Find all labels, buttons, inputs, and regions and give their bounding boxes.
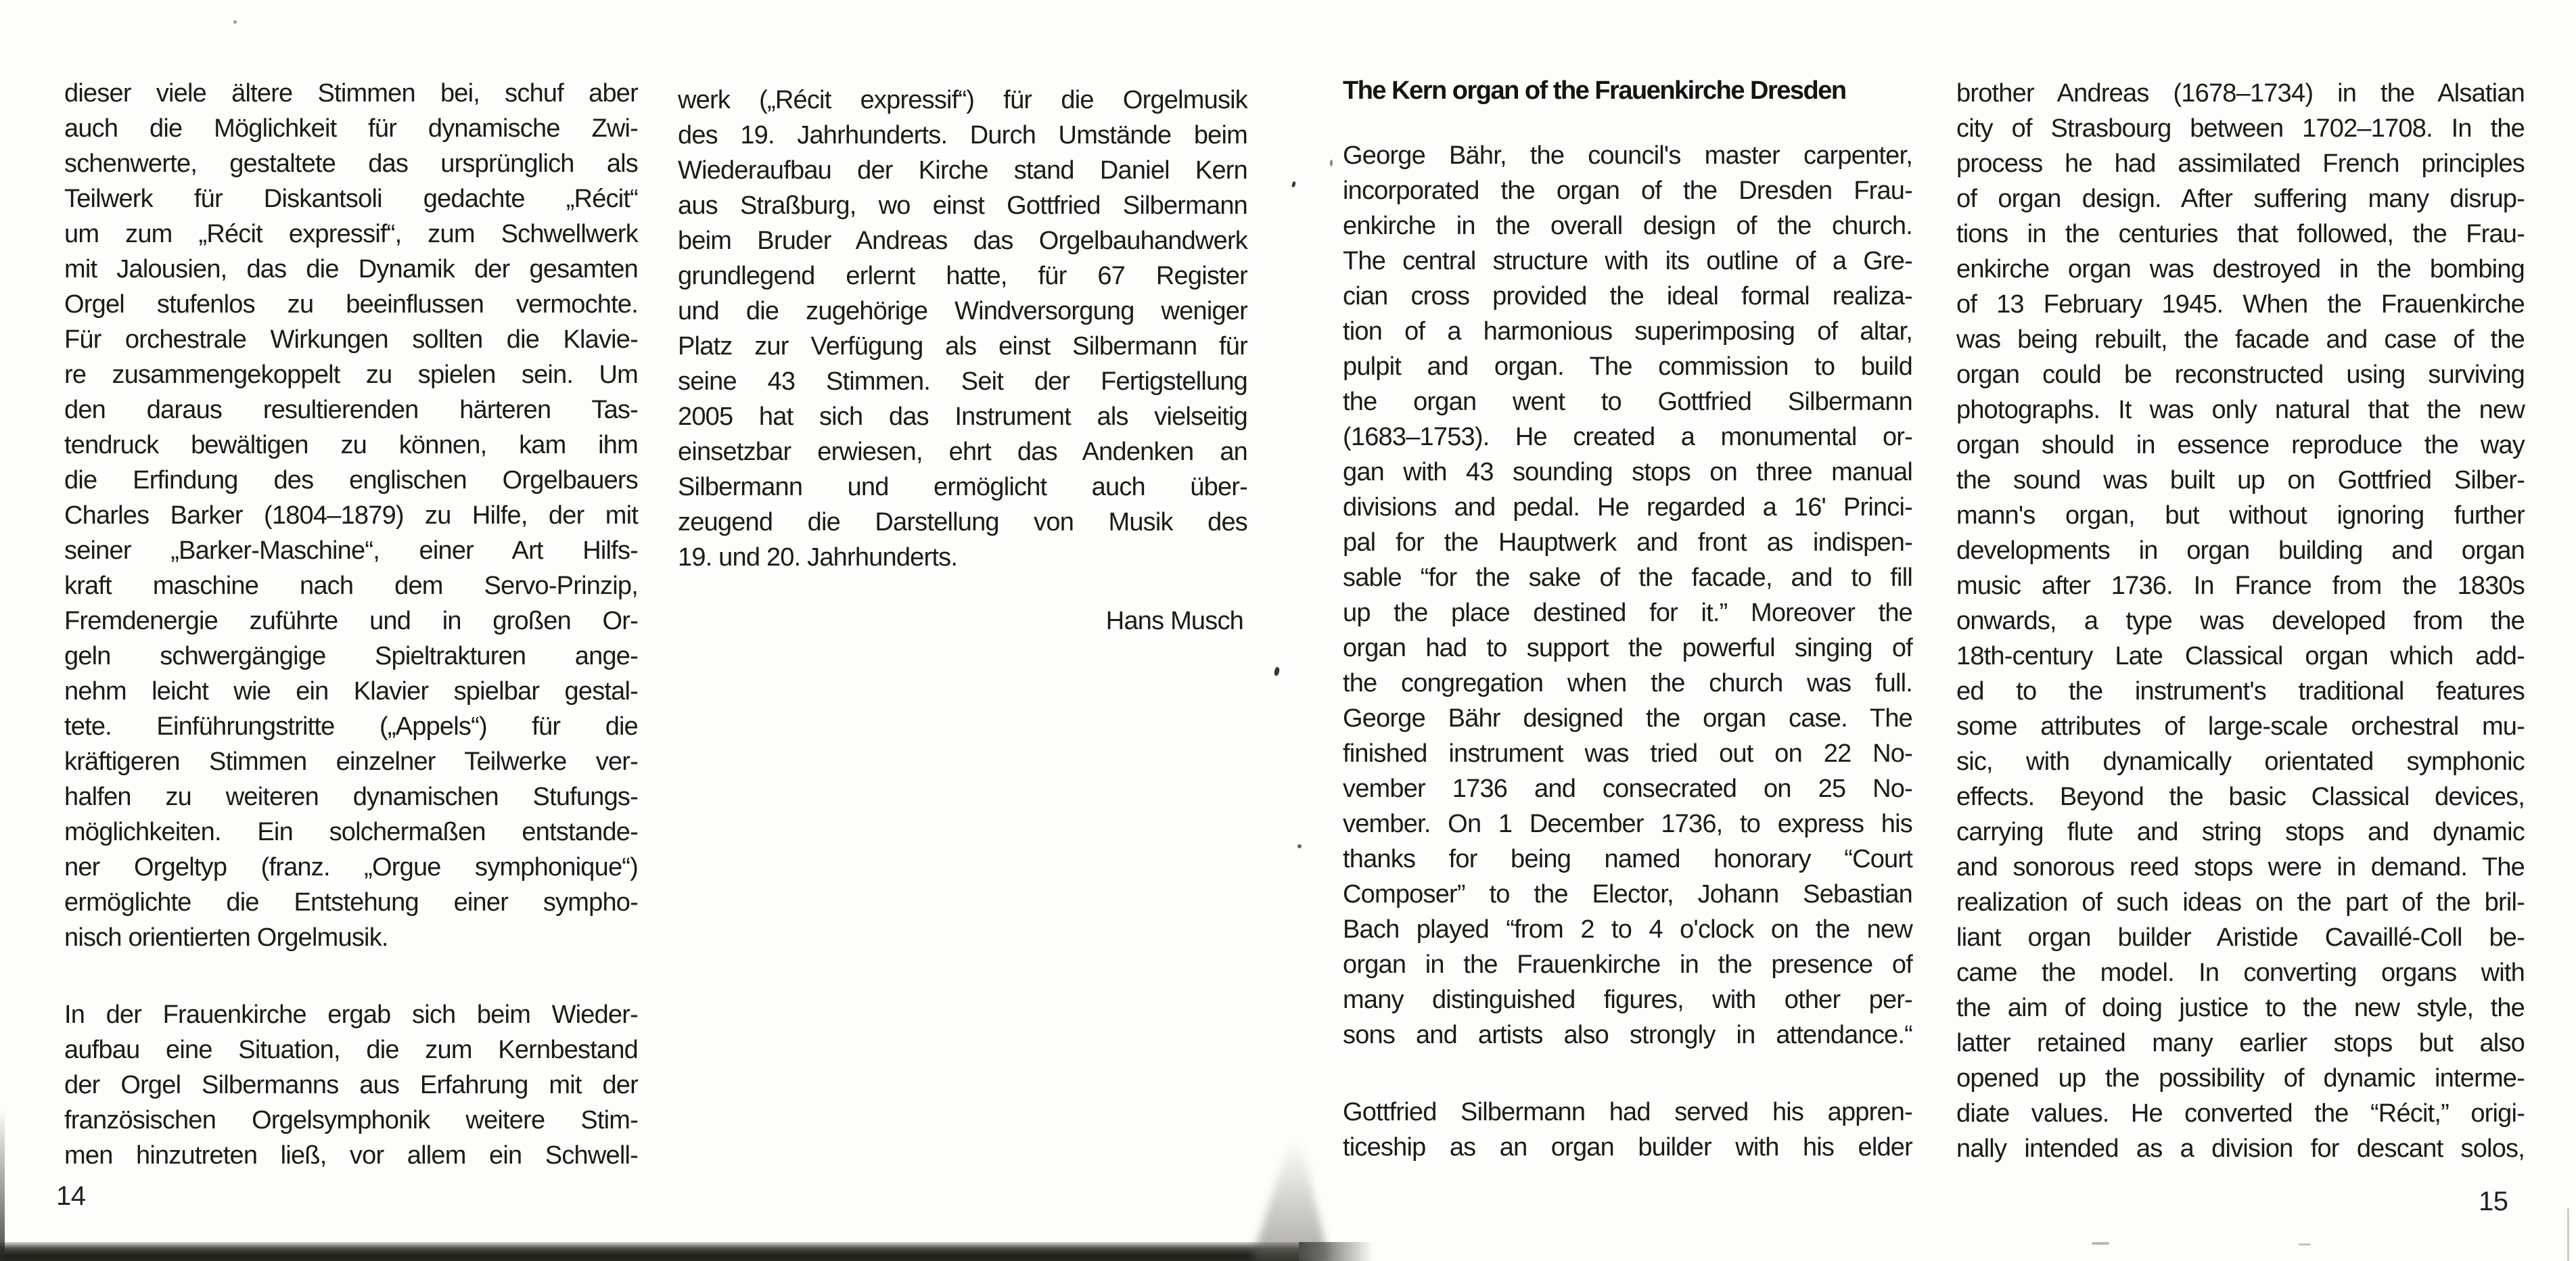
page-number-left: 14 bbox=[56, 1181, 86, 1211]
text-line: Für orchestrale Wirkungen sollten die Klavie- bbox=[64, 325, 638, 354]
text-line: photographs. It was only natural that the new bbox=[1956, 396, 2525, 424]
text-line: nehm leicht wie ein Klavier spielbar gestal- bbox=[64, 677, 638, 706]
text-line: finished instrument was tried out on 22 No- bbox=[1343, 739, 1912, 768]
page-right bbox=[1288, 0, 2576, 1261]
text-line: kräftigeren Stimmen einzelner Teilwerke ver- bbox=[64, 748, 638, 776]
text-line: was being rebuilt, the facade and case of the bbox=[1956, 325, 2525, 354]
text-line: the organ went to Gottfried Silbermann bbox=[1343, 388, 1912, 416]
paragraph bbox=[1956, 76, 2525, 1166]
text-line: effects. Beyond the basic Classical devices, bbox=[1956, 783, 2525, 811]
text-line: um zum „Récit expressif“, zum Schwellwerk bbox=[64, 220, 638, 248]
article-heading: The Kern organ of the Frauenkirche Dresden bbox=[1343, 76, 1846, 105]
text-line: Wiederaufbau der Kirche stand Daniel Kern bbox=[678, 156, 1247, 185]
author-byline: Hans Musch bbox=[1105, 607, 1243, 635]
text-column-german-2 bbox=[678, 83, 1247, 639]
text-line: diate values. He converted the “Récit,” origi- bbox=[1956, 1099, 2525, 1128]
text-line: brother Andreas (1678–1734) in the Alsatian bbox=[1956, 79, 2525, 108]
text-line: Teilwerk für Diskantsoli gedachte „Récit“ bbox=[64, 185, 638, 213]
text-line: Silbermann und ermöglicht auch über- bbox=[678, 473, 1247, 501]
text-line: ner Orgeltyp (franz. „Orgue symphonique“) bbox=[64, 853, 638, 881]
text-line: pal for the Hauptwerk and front as indispen- bbox=[1343, 528, 1912, 557]
text-line: the aim of doing justice to the new style, the bbox=[1956, 994, 2525, 1022]
text-line: aufbau eine Situation, die zum Kernbestand bbox=[64, 1036, 638, 1064]
text-line: sic, with dynamically orientated symphonic bbox=[1956, 748, 2525, 776]
text-line: aus Straßburg, wo einst Gottfried Silbermann bbox=[678, 191, 1247, 220]
paragraph bbox=[64, 997, 638, 1173]
paragraph bbox=[1343, 138, 1912, 1053]
text-line: nally intended as a division for descant solos, bbox=[1956, 1134, 2525, 1163]
text-line: and sonorous reed stops were in demand. The bbox=[1956, 853, 2525, 881]
text-line: und die zugehörige Windversorgung weniger bbox=[678, 297, 1247, 325]
text-line: enkirche organ was destroyed in the bombing bbox=[1956, 255, 2525, 283]
text-line: realization of such ideas on the part of the bril- bbox=[1956, 888, 2525, 917]
text-line: ermöglichte die Entstehung einer sympho- bbox=[64, 888, 638, 917]
text-line: organ could be reconstructed using surviving bbox=[1956, 361, 2525, 389]
paragraph bbox=[1343, 1095, 1912, 1165]
text-line: zeugend die Darstellung von Musik des bbox=[678, 508, 1247, 536]
text-line: Gottfried Silbermann had served his appren- bbox=[1343, 1098, 1912, 1126]
text-line: pulpit and organ. The commission to build bbox=[1343, 352, 1912, 381]
text-line: den daraus resultierenden härteren Tas- bbox=[64, 396, 638, 424]
text-line: grundlegend erlernt hatte, für 67 Register bbox=[678, 262, 1247, 290]
text-line: latter retained many earlier stops but also bbox=[1956, 1029, 2525, 1057]
text-line: 19. und 20. Jahrhunderts. bbox=[678, 543, 958, 572]
text-line: cian cross provided the ideal formal realiza- bbox=[1343, 282, 1912, 311]
text-line: beim Bruder Andreas das Orgelbauhandwerk bbox=[678, 227, 1247, 255]
text-line: werk („Récit expressif“) für die Orgelmusik bbox=[678, 86, 1247, 114]
text-line: many distinguished figures, with other per- bbox=[1343, 986, 1912, 1014]
text-line: vember. On 1 December 1736, to express his bbox=[1343, 810, 1912, 838]
text-line: vember 1736 and consecrated on 25 No- bbox=[1343, 775, 1912, 803]
text-line: tions in the centuries that followed, the Frau- bbox=[1956, 220, 2525, 248]
text-line: men hinzutreten ließ, vor allem ein Schwell- bbox=[64, 1141, 638, 1170]
text-line: halfen zu weiteren dynamischen Stufungs- bbox=[64, 783, 638, 811]
text-line: some attributes of large-scale orchestral mu- bbox=[1956, 712, 2525, 741]
text-line: liant organ builder Aristide Cavaillé-Coll be- bbox=[1956, 923, 2525, 952]
text-line: kraft maschine nach dem Servo-Prinzip, bbox=[64, 572, 638, 600]
text-line: of 13 February 1945. When the Frauenkirche bbox=[1956, 290, 2525, 319]
text-line: organ should in essence reproduce the way bbox=[1956, 431, 2525, 459]
text-line: In der Frauenkirche ergab sich beim Wieder- bbox=[64, 1001, 638, 1029]
text-column-english-1 bbox=[1343, 73, 1912, 1165]
page-number-right: 15 bbox=[2479, 1187, 2508, 1216]
text-line: up the place destined for it.” Moreover the bbox=[1343, 599, 1912, 627]
text-line: organ had to support the powerful singing of bbox=[1343, 634, 1912, 662]
text-line: enkirche in the overall design of the church. bbox=[1343, 212, 1912, 240]
paragraph bbox=[678, 83, 1247, 575]
text-line: the congregation when the church was full. bbox=[1343, 669, 1912, 697]
text-line: music after 1736. In France from the 1830s bbox=[1956, 572, 2525, 600]
text-line: Orgel stufenlos zu beeinflussen vermochte. bbox=[64, 290, 638, 319]
text-line: ticeship as an organ builder with his elder bbox=[1343, 1133, 1912, 1162]
text-line: tete. Einführungstritte („Appels“) für die bbox=[64, 712, 638, 741]
text-line: opened up the possibility of dynamic interme- bbox=[1956, 1064, 2525, 1093]
text-line: of organ design. After suffering many disrup- bbox=[1956, 185, 2525, 213]
text-line: schenwerte, gestaltete das ursprünglich als bbox=[64, 150, 638, 178]
text-line: sons and artists also strongly in attendance.“ bbox=[1343, 1021, 1912, 1049]
text-line: Platz zur Verfügung als einst Silbermann für bbox=[678, 332, 1247, 361]
text-line: geln schwergängige Spieltrakturen ange- bbox=[64, 642, 638, 670]
text-line: tendruck bewältigen zu können, kam ihm bbox=[64, 431, 638, 459]
text-line: gan with 43 sounding stops on three manual bbox=[1343, 458, 1912, 486]
text-line: divisions and pedal. He regarded a 16' Princi- bbox=[1343, 493, 1912, 522]
text-line: Fremdenergie zuführte und in großen Or- bbox=[64, 607, 638, 635]
text-line: process he had assimilated French principles bbox=[1956, 150, 2525, 178]
text-line: George Bähr, the council's master carpenter, bbox=[1343, 141, 1912, 170]
text-line: onwards, a type was developed from the bbox=[1956, 607, 2525, 635]
text-line: französischen Orgelsymphonik weitere Stim- bbox=[64, 1106, 638, 1134]
text-line: came the model. In converting organs with bbox=[1956, 959, 2525, 987]
text-line: auch die Möglichkeit für dynamische Zwi- bbox=[64, 114, 638, 143]
text-line: incorporated the organ of the Dresden Frau- bbox=[1343, 177, 1912, 205]
paragraph bbox=[64, 76, 638, 955]
text-line: sable “for the sake of the facade, and to fill bbox=[1343, 564, 1912, 592]
text-line: The central structure with its outline of a Gre- bbox=[1343, 247, 1912, 275]
text-line: George Bähr designed the organ case. The bbox=[1343, 704, 1912, 733]
text-line: 18th-century Late Classical organ which add- bbox=[1956, 642, 2525, 670]
text-column-german-1 bbox=[64, 76, 638, 1173]
text-line: dieser viele ältere Stimmen bei, schuf aber bbox=[64, 79, 638, 108]
text-line: nisch orientierten Orgelmusik. bbox=[64, 923, 388, 952]
text-line: mit Jalousien, das die Dynamik der gesamten bbox=[64, 255, 638, 283]
text-line: re zusammengekoppelt zu spielen sein. Um bbox=[64, 361, 638, 389]
text-line: seiner „Barker-Maschine“, einer Art Hilfs- bbox=[64, 536, 638, 565]
text-line: Composer” to the Elector, Johann Sebastian bbox=[1343, 880, 1912, 909]
text-line: organ in the Frauenkirche in the presence of bbox=[1343, 950, 1912, 979]
text-line: ed to the instrument's traditional features bbox=[1956, 677, 2525, 706]
text-line: thanks for being named honorary “Court bbox=[1343, 845, 1912, 873]
text-column-english-2 bbox=[1956, 76, 2525, 1166]
text-line: Bach played “from 2 to 4 o'clock on the new bbox=[1343, 915, 1912, 944]
text-line: city of Strasbourg between 1702–1708. In the bbox=[1956, 114, 2525, 143]
text-line: möglichkeiten. Ein solchermaßen entstande- bbox=[64, 818, 638, 846]
text-line: developments in organ building and organ bbox=[1956, 536, 2525, 565]
text-line: seine 43 Stimmen. Seit der Fertigstellung bbox=[678, 367, 1247, 396]
text-line: der Orgel Silbermanns aus Erfahrung mit der bbox=[64, 1071, 638, 1099]
text-line: the sound was built up on Gottfried Silber- bbox=[1956, 466, 2525, 495]
text-line: carrying flute and string stops and dynamic bbox=[1956, 818, 2525, 846]
text-line: die Erfindung des englischen Orgelbauers bbox=[64, 466, 638, 495]
text-line: Charles Barker (1804–1879) zu Hilfe, der mit bbox=[64, 501, 638, 530]
text-line: 2005 hat sich das Instrument als vielseitig bbox=[678, 403, 1247, 431]
text-line: mann's organ, but without ignoring further bbox=[1956, 501, 2525, 530]
text-line: einsetzbar erwiesen, ehrt das Andenken an bbox=[678, 438, 1247, 466]
text-line: tion of a harmonious superimposing of altar, bbox=[1343, 317, 1912, 346]
text-line: des 19. Jahrhunderts. Durch Umstände beim bbox=[678, 121, 1247, 150]
text-line: (1683–1753). He created a monumental or- bbox=[1343, 423, 1912, 451]
